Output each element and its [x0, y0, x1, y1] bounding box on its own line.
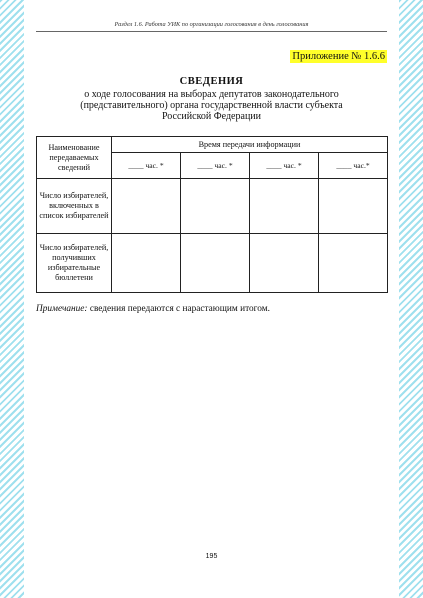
subtitle-line: (представительного) органа государственной власти субъекта — [80, 100, 343, 112]
value-cell[interactable] — [181, 234, 250, 293]
right-decorative-stripe — [399, 0, 423, 598]
running-head: Раздел 1.6. Работа УИК по организации голосования в день голосования — [114, 21, 309, 28]
time-slot-cell: ____ час. * — [181, 153, 250, 179]
header-rule — [36, 31, 387, 32]
page-number: 195 — [205, 553, 218, 560]
value-cell[interactable] — [250, 234, 319, 293]
value-cell[interactable] — [181, 179, 250, 234]
time-slot-cell: ____ час.* — [319, 153, 388, 179]
document-subtitle — [36, 89, 387, 123]
subtitle-line: о ходе голосования на выборах депутатов законодательного — [84, 89, 339, 100]
left-decorative-stripe — [0, 0, 24, 598]
value-cell[interactable] — [250, 179, 319, 234]
document-title: СВЕДЕНИЯ — [179, 76, 244, 87]
corner-header-cell: Наименование передаваемых сведений — [37, 137, 112, 179]
note — [36, 304, 387, 314]
time-slot-cell: ____ час. * — [112, 153, 181, 179]
note-prefix: Примечание: — [36, 304, 88, 314]
value-cell[interactable] — [112, 234, 181, 293]
time-slot-cell: ____ час. * — [250, 153, 319, 179]
row-label-cell: Число избирателей, получивших избирательные бюллетени — [37, 234, 112, 293]
value-cell[interactable] — [112, 179, 181, 234]
appendix-label: Приложение № 1.6.6 — [292, 51, 385, 62]
report-table — [36, 136, 388, 293]
value-cell[interactable] — [319, 179, 388, 234]
subtitle-line: Российской Федерации — [161, 111, 261, 123]
table-row — [37, 234, 388, 293]
note-text: сведения передаются с нарастающим итогом. — [87, 304, 270, 314]
time-header-cell: Время передачи информации — [112, 137, 388, 153]
table-row — [37, 179, 388, 234]
row-label-cell: Число избирателей, включенных в список избирателей — [37, 179, 112, 234]
value-cell[interactable] — [319, 234, 388, 293]
